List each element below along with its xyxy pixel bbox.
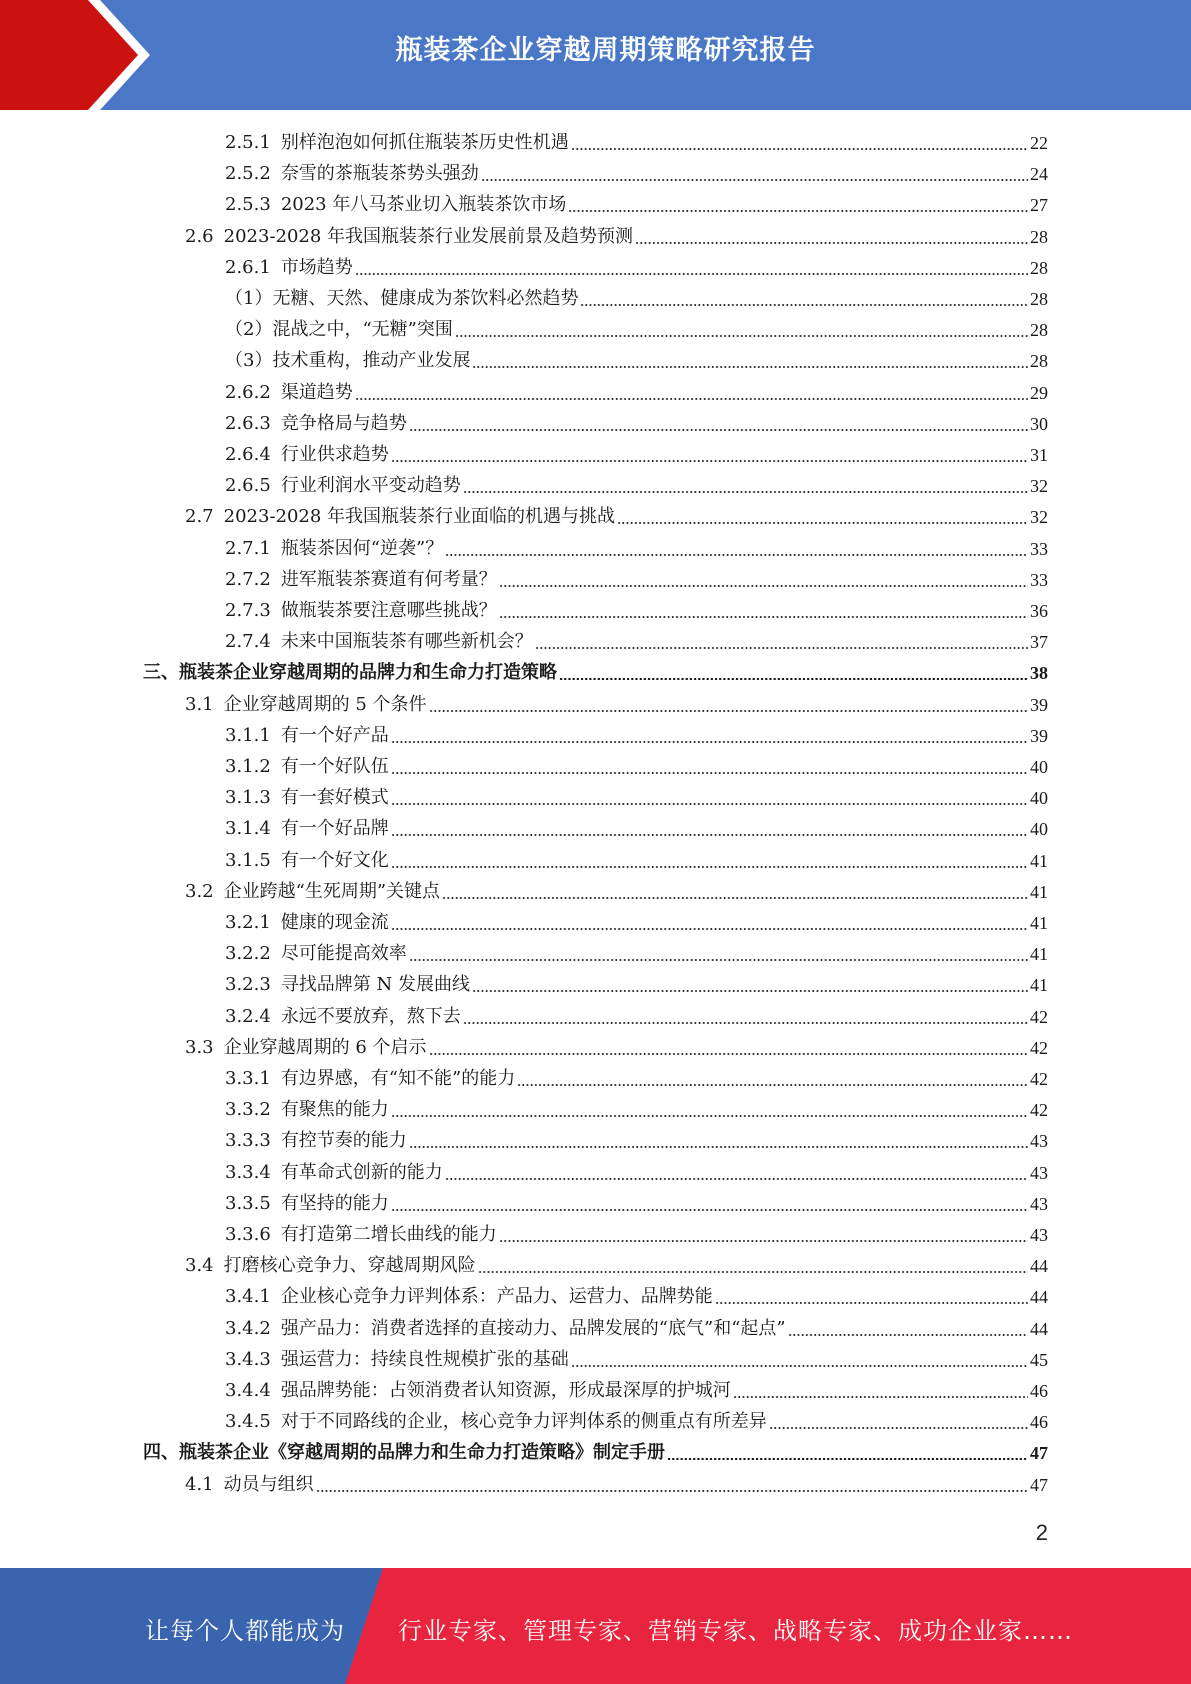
toc-entry-number: 3.4.4 [225, 1380, 271, 1401]
toc-entry[interactable] [225, 908, 1048, 938]
toc-entry-title: 技术重构，推动产业发展 [272, 350, 471, 372]
toc-entry-title: 有一套好模式 [280, 787, 389, 809]
toc-entry-page: 40 [1030, 788, 1048, 809]
toc-leader-dots [481, 179, 1028, 181]
toc-entry-page: 41 [1030, 881, 1048, 902]
toc-entry-number: 2.6.3 [225, 412, 271, 434]
toc-entry-number: 3.4.1 [225, 1286, 271, 1308]
toc-entry[interactable] [225, 627, 1048, 657]
toc-entry-title: 强运营力：持续良性规模扩张的基础 [280, 1348, 569, 1370]
toc-entry-number: 3.1.1 [225, 724, 271, 746]
toc-entry-title: 做瓶装茶要注意哪些挑战？ [280, 600, 497, 621]
toc-entry-number: 三、 [143, 662, 179, 684]
toc-leader-dots [391, 866, 1028, 868]
toc-entry-page: 42 [1030, 1037, 1048, 1058]
toc-entry[interactable] [225, 471, 1048, 501]
toc-entry[interactable] [185, 502, 1048, 532]
toc-entry[interactable] [225, 253, 1048, 283]
toc-entry-page: 28 [1030, 289, 1048, 309]
toc-entry-page: 39 [1030, 725, 1048, 746]
toc-entry-number: 3.2 [185, 880, 214, 902]
toc-entry[interactable] [225, 190, 1048, 220]
toc-entry-title: 强产品力：消费者选择的直接动力、品牌发展的“底气”和“起点” [280, 1317, 786, 1339]
toc-entry-number: 3.1.2 [225, 756, 271, 777]
toc-entry-number: 3.3.4 [225, 1161, 271, 1183]
toc-entry[interactable] [185, 1251, 1048, 1281]
toc-entry-title: 尽可能提高效率 [280, 943, 407, 965]
toc-entry-page: 27 [1030, 195, 1048, 216]
toc-entry-number: 3.4.5 [225, 1411, 271, 1433]
toc-entry[interactable] [225, 752, 1048, 782]
toc-entry-page: 28 [1030, 226, 1048, 247]
toc-entry[interactable] [225, 721, 1048, 751]
toc-leader-dots [391, 460, 1028, 462]
toc-leader-dots [517, 1084, 1028, 1086]
toc-entry-title: 有一个好文化 [280, 849, 389, 871]
toc-entry-page: 40 [1030, 819, 1048, 840]
toc-entry-page: 36 [1030, 601, 1048, 621]
toc-entry-number: 2.5.3 [225, 194, 271, 216]
toc-entry-page: 31 [1030, 445, 1048, 465]
toc-entry-number: 3.4 [185, 1255, 214, 1277]
toc-entry-page: 24 [1030, 164, 1048, 185]
toc-entry[interactable] [225, 1220, 1048, 1250]
toc-leader-dots [445, 1178, 1028, 1180]
toc-entry[interactable] [225, 128, 1048, 158]
toc-entry-title: 别样泡泡如何抓住瓶装茶历史性机遇 [280, 132, 569, 153]
toc-leader-dots [715, 1302, 1028, 1304]
toc-entry-number: 2.6 [185, 225, 214, 247]
toc-entry[interactable] [225, 970, 1048, 1000]
toc-entry-number: 4.1 [185, 1473, 214, 1495]
header-banner [0, 0, 1191, 110]
footer-slogan-right: 行业专家、管理专家、营销专家、战略专家、成功企业家…… [398, 1617, 1073, 1645]
toc-entry-title: 有革命式创新的能力 [280, 1161, 443, 1183]
toc-entry-title: 行业利润水平变动趋势 [280, 475, 461, 497]
toc-entry[interactable] [225, 939, 1048, 969]
toc-entry-title: 2023-2028 年我国瓶装茶行业发展前景及趋势预测 [223, 225, 634, 247]
toc-entry-title: 市场趋势 [280, 256, 353, 278]
toc-entry-page: 32 [1030, 476, 1048, 497]
toc-entry-title: 瓶装茶企业《穿越周期的品牌力和生命力打造策略》制定手册 [179, 1442, 665, 1464]
toc-entry[interactable] [225, 1314, 1048, 1344]
toc-leader-dots [455, 335, 1028, 337]
toc-entry[interactable] [225, 1002, 1048, 1032]
toc-entry[interactable] [225, 440, 1048, 470]
toc-entry-page: 46 [1030, 1381, 1048, 1401]
toc-entry-title: 行业供求趋势 [280, 444, 389, 465]
toc-entry-page: 41 [1030, 913, 1048, 933]
toc-entry[interactable] [225, 783, 1048, 813]
footer-slogan-left: 让每个人都能成为 [145, 1617, 345, 1645]
toc-entry-title: 竞争格局与趋势 [280, 412, 407, 434]
footer-banner [0, 1568, 1191, 1684]
toc-entry-page: 45 [1030, 1349, 1048, 1370]
toc-entry[interactable] [143, 1438, 1048, 1468]
toc-entry-title: 企业核心竞争力评判体系：产品力、运营力、品牌势能 [280, 1286, 713, 1308]
toc-leader-dots [429, 710, 1028, 712]
page-number: 2 [1035, 1520, 1048, 1545]
toc-entry-title: 有一个好队伍 [280, 756, 389, 777]
toc-entry-page: 43 [1030, 1162, 1048, 1183]
toc-entry-title: 有一个好产品 [280, 724, 389, 746]
toc-entry-title: 混战之中，“无糖”突围 [272, 319, 453, 341]
toc-entry-page: 30 [1030, 413, 1048, 434]
toc-entry-title: 瓶装茶企业穿越周期的品牌力和生命力打造策略 [179, 662, 557, 684]
toc-entry-number: 2.6.4 [225, 444, 271, 465]
toc-entry[interactable] [225, 1126, 1048, 1156]
toc-entry-page: 44 [1030, 1287, 1048, 1308]
toc-entry-title: 渠道趋势 [280, 381, 353, 403]
toc-leader-dots [391, 1209, 1028, 1211]
toc-entry-page: 33 [1030, 538, 1048, 559]
toc-entry[interactable] [225, 378, 1048, 408]
toc-leader-dots [478, 1271, 1028, 1273]
toc-entry[interactable] [185, 877, 1048, 907]
toc-entry-page: 28 [1030, 351, 1048, 372]
toc-leader-dots [580, 304, 1028, 306]
toc-entry-page: 38 [1030, 663, 1048, 684]
toc-entry-page: 40 [1030, 757, 1048, 777]
toc-entry-number: 2.5.2 [225, 163, 271, 185]
toc-entry-number: 2.6.2 [225, 381, 271, 403]
toc-leader-dots [499, 585, 1028, 587]
toc-leader-dots [571, 148, 1028, 150]
toc-entry-page: 46 [1030, 1412, 1048, 1433]
toc-leader-dots [635, 242, 1028, 244]
toc-entry-title: 健康的现金流 [280, 912, 389, 933]
toc-entry-title: 奈雪的茶瓶装茶势头强劲 [280, 163, 479, 185]
toc-entry-title: 有聚焦的能力 [280, 1099, 389, 1121]
toc-entry-title: 对于不同路线的企业，核心竞争力评判体系的侧重点有所差异 [280, 1411, 767, 1433]
toc-entry[interactable] [225, 1376, 1048, 1406]
toc-entry-title: 无糖、天然、健康成为茶饮料必然趋势 [272, 288, 579, 309]
toc-entry-page: 43 [1030, 1225, 1048, 1245]
toc-leader-dots [568, 210, 1028, 212]
toc-entry-number: 3.2.2 [225, 943, 271, 965]
toc-entry-title: 企业跨越“生死周期”关键点 [223, 880, 441, 902]
toc-entry[interactable] [225, 1282, 1048, 1312]
toc-entry-number: （3） [225, 350, 273, 372]
toc-entry-page: 41 [1030, 944, 1048, 965]
toc-entry-page: 29 [1030, 382, 1048, 403]
toc-entry-number: 2.6.5 [225, 475, 271, 497]
toc-entry-number: 3.3.2 [225, 1099, 271, 1121]
toc-entry-page: 42 [1030, 1069, 1048, 1089]
toc-entry[interactable] [185, 1033, 1048, 1063]
toc-leader-dots [463, 491, 1028, 493]
toc-entry-page: 43 [1030, 1131, 1048, 1152]
toc-entry-number: 3.4.3 [225, 1348, 271, 1370]
toc-entry-title: 瓶装茶因何“逆袭”？ [280, 537, 444, 559]
toc-entry-title: 动员与组织 [223, 1473, 314, 1495]
toc-entry-number: （1） [225, 288, 273, 309]
toc-entry-number: 2.5.1 [225, 132, 271, 153]
toc-entry-title: 强品牌势能：占领消费者认知资源，形成最深厚的护城河 [280, 1380, 731, 1401]
toc-leader-dots [409, 1146, 1028, 1148]
toc-entry-title: 有打造第二增长曲线的能力 [280, 1224, 497, 1245]
toc-entry[interactable] [225, 1095, 1048, 1125]
toc-entry-page: 41 [1030, 850, 1048, 871]
toc-entry[interactable] [225, 159, 1048, 189]
toc-entry-number: 3.1.5 [225, 849, 271, 871]
toc-leader-dots [463, 1022, 1028, 1024]
toc-entry-number: 2.7.1 [225, 537, 271, 559]
toc-entry-number: 3.3 [185, 1036, 214, 1058]
toc-leader-dots [391, 928, 1028, 930]
toc-entry-number: 2.7.3 [225, 600, 271, 621]
toc-entry[interactable] [225, 1345, 1048, 1375]
toc-entry-title: 有边界感，有“知不能”的能力 [280, 1068, 516, 1089]
toc-leader-dots [391, 1115, 1028, 1117]
toc-entry[interactable] [225, 409, 1048, 439]
toc-entry-title: 打磨核心竞争力、穿越周期风险 [223, 1255, 476, 1277]
toc-entry-page: 44 [1030, 1318, 1048, 1339]
toc-entry-number: 3.3.5 [225, 1192, 271, 1214]
report-title: 瓶装茶企业穿越周期策略研究报告 [395, 35, 816, 66]
toc-entry-page: 33 [1030, 569, 1048, 590]
toc-entry[interactable] [225, 846, 1048, 876]
toc-leader-dots [617, 522, 1028, 524]
toc-entry-page: 43 [1030, 1193, 1048, 1214]
toc-leader-dots [788, 1334, 1028, 1336]
toc-entry-number: 四、 [143, 1442, 179, 1464]
toc-leader-dots [409, 429, 1028, 431]
toc-entry-number: 2.7.4 [225, 631, 271, 653]
toc-entry[interactable] [225, 1189, 1048, 1219]
toc-leader-dots [316, 1490, 1028, 1492]
toc-leader-dots [769, 1427, 1028, 1429]
toc-entry-number: 3.3.3 [225, 1130, 271, 1152]
toc-entry-number: 2.7.2 [225, 568, 271, 590]
toc-entry-title: 有一个好品牌 [280, 818, 389, 840]
toc-entry-number: 3.2.4 [225, 1005, 271, 1027]
toc-leader-dots [355, 398, 1028, 400]
toc-entry-page: 39 [1030, 694, 1048, 715]
toc-leader-dots [391, 772, 1028, 774]
toc-entry-title: 寻找品牌第 N 发展曲线 [280, 974, 471, 996]
toc-entry-page: 28 [1030, 320, 1048, 341]
toc-entry-title: 进军瓶装茶赛道有何考量？ [280, 568, 497, 590]
toc-entry[interactable] [225, 565, 1048, 595]
toc-entry-page: 44 [1030, 1256, 1048, 1277]
toc-entry-page: 37 [1030, 632, 1048, 653]
toc-entry[interactable] [225, 284, 1048, 314]
toc-leader-dots [472, 366, 1028, 368]
toc-entry-number: 3.4.2 [225, 1317, 271, 1339]
toc-entry[interactable] [225, 1407, 1048, 1437]
toc-leader-dots [571, 1365, 1028, 1367]
toc-leader-dots [472, 990, 1028, 992]
toc-entry-page: 28 [1030, 257, 1048, 278]
toc-entry-title: 企业穿越周期的 5 个条件 [223, 693, 427, 715]
toc-leader-dots [391, 803, 1028, 805]
toc-leader-dots [667, 1458, 1028, 1460]
toc-entry-number: 3.3.1 [225, 1068, 271, 1089]
toc-entry[interactable] [143, 658, 1048, 688]
toc-entry[interactable] [225, 315, 1048, 345]
toc-entry-page: 47 [1030, 1474, 1048, 1495]
toc-entry[interactable] [185, 1470, 1048, 1500]
toc-entry-page: 42 [1030, 1100, 1048, 1121]
toc-entry-number: 3.3.6 [225, 1224, 271, 1245]
toc-leader-dots [445, 554, 1028, 556]
toc-leader-dots [733, 1396, 1028, 1398]
toc-entry-page: 41 [1030, 975, 1048, 996]
toc-leader-dots [442, 897, 1028, 899]
toc-leader-dots [355, 273, 1028, 275]
toc-entry-page: 42 [1030, 1006, 1048, 1027]
toc-leader-dots [409, 959, 1028, 961]
toc-entry-number: （2） [225, 319, 273, 341]
toc-entry-number: 3.1 [185, 693, 214, 715]
toc-entry-title: 企业穿越周期的 6 个启示 [223, 1036, 427, 1058]
toc-entry-title: 未来中国瓶装茶有哪些新机会？ [280, 631, 533, 653]
toc-entry[interactable] [225, 1064, 1048, 1094]
toc-leader-dots [499, 1240, 1028, 1242]
toc-entry[interactable] [225, 1158, 1048, 1188]
toc-entry-title: 2023 年八马茶业切入瓶装茶饮市场 [280, 194, 567, 216]
toc-entry[interactable] [225, 534, 1048, 564]
toc-entry[interactable] [225, 814, 1048, 844]
toc-leader-dots [391, 834, 1028, 836]
toc-leader-dots [429, 1053, 1028, 1055]
toc-entry-number: 3.1.3 [225, 787, 271, 809]
toc-entry[interactable] [225, 596, 1048, 626]
toc-entry[interactable] [185, 690, 1048, 720]
toc-leader-dots [535, 647, 1028, 649]
toc-entry-number: 3.1.4 [225, 818, 271, 840]
toc-entry-number: 2.7 [185, 506, 214, 528]
toc-entry-number: 3.2.3 [225, 974, 271, 996]
toc-leader-dots [559, 678, 1028, 680]
toc-entry-title: 有控节奏的能力 [280, 1130, 407, 1152]
toc-entry-page: 22 [1030, 133, 1048, 153]
toc-leader-dots [391, 741, 1028, 743]
toc-entry-number: 3.2.1 [225, 912, 271, 933]
toc-entry-title: 永远不要放弃，熬下去 [280, 1005, 461, 1027]
toc-entry[interactable] [185, 222, 1048, 252]
toc-entry[interactable] [225, 346, 1048, 376]
toc-entry-title: 2023-2028 年我国瓶装茶行业面临的机遇与挑战 [223, 506, 616, 528]
toc-entry-number: 2.6.1 [225, 256, 271, 278]
toc-entry-title: 有坚持的能力 [280, 1192, 389, 1214]
toc-entry-page: 32 [1030, 507, 1048, 528]
toc-leader-dots [499, 616, 1028, 618]
toc-entry-page: 47 [1030, 1443, 1048, 1464]
